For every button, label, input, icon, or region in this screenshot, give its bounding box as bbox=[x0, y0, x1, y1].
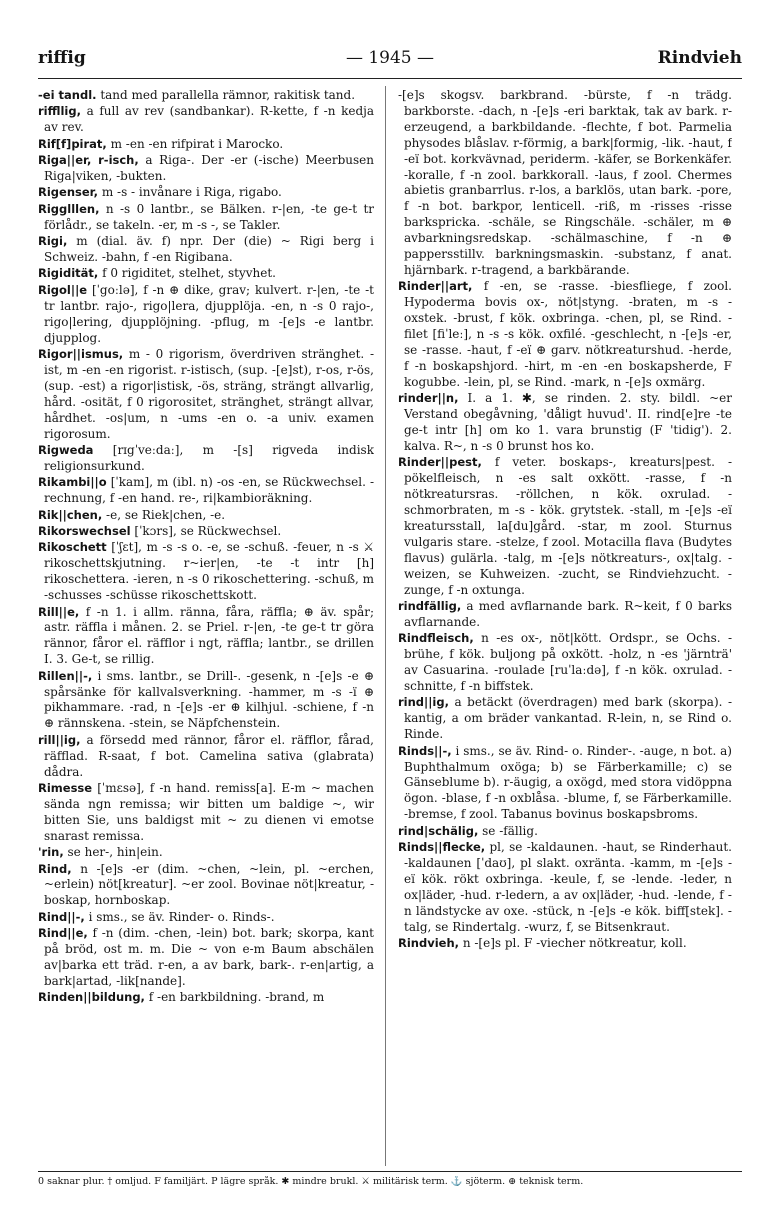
entry-definition: f veter. boskaps-, kreaturs|pest. -pökelfleisch, n -es salt oxkött. -rasse, f -n nötkreatursras. -röllchen, n kök. oxrulad. -schmorbraten, m -s - kök. grytstek. -stall, m -[e]s -eï kreatursstall, la[du]gård. -star, m zool. Sturnus vulgaris stare. -stelze, f zool. Motacilla flava (Budytes flavus) gulärla. -talg, m -[e]s nötkreaturs-, ox|talg. -weizen, se Kuhweizen. -zucht, se Rindviehzucht. -zunge, f -n oxtunga. bbox=[404, 455, 732, 597]
entry-definition: [ˈkɔrs], se Rückwechsel. bbox=[130, 523, 282, 538]
dictionary-entry bbox=[38, 153, 374, 185]
entry-definition: se -fällig. bbox=[478, 823, 538, 838]
entry-headword: Rikambi||o bbox=[38, 475, 107, 490]
entry-headword: rind|schälig, bbox=[398, 823, 479, 838]
dictionary-entry bbox=[38, 137, 374, 153]
entry-headword: Rinds||flecke, bbox=[398, 840, 486, 855]
entry-headword: Rill||e, bbox=[38, 604, 80, 619]
dictionary-entry bbox=[38, 475, 374, 507]
entry-headword: Rillen||-, bbox=[38, 668, 93, 683]
entry-headword: Rigidität, bbox=[38, 266, 99, 281]
dictionary-entry bbox=[38, 508, 374, 524]
entry-definition: i sms., se äv. Rind- o. Rinder-. -auge, n bot. a) Buphthalmum oxöga; b) se Färberkamille; c) se Gänseblume b). r-äugig, a oxögd, med stora vidöppna ögon. -blase, f -n oxblåsa. -blume, f, se Färberkamille. -bremse, f zool. Tabanus bovinus boskapsbroms. bbox=[404, 743, 732, 822]
dictionary-entry bbox=[398, 279, 732, 390]
dictionary-entry bbox=[38, 733, 374, 781]
entry-definition: a med avflarnande bark. R~keit, f 0 barks avflarnande. bbox=[404, 599, 732, 629]
entry-definition: i sms. lantbr., se Drill-. -gesenk, n -[e]s -e ⊕ spårsänke för kallvalsverkning. -hammer, m -s -ï ⊕ pikhammare. -rad, n -[e]s -er ⊕ kilhjul. -schiene, f -n ⊕ rännskena. -stein, se Näpfchenstein. bbox=[44, 668, 374, 731]
dictionary-entry bbox=[398, 936, 732, 952]
entry-headword: Rind||e, bbox=[38, 926, 88, 941]
dictionary-entry bbox=[398, 744, 732, 824]
column-divider bbox=[385, 86, 386, 1166]
dictionary-entry bbox=[38, 669, 374, 733]
dictionary-entry bbox=[38, 524, 374, 540]
header-rule bbox=[38, 78, 742, 79]
entry-definition: f -en, se -rasse. -biesfliege, f zool. Hypoderma bovis ox-, nöt|styng. -braten, m -s - oxstek. -brust, f kök. oxbringa. -chen, pl, se Rind. -filet [fiˈleː], n -s -s kök. oxfilé. -geschlecht, n -[e]s -er, se -rasse. -haut, f -eï ⊕ garv. nötkreaturshud. -herde, f -n boskapshjord. -hirt, m -en -en boskapsherde, F kogubbe. -lein, pl, se Rind. -mark, n -[e]s oxmärg. bbox=[404, 279, 732, 389]
entry-headword: -ei tandl. bbox=[38, 88, 97, 102]
page-number: — 1945 — bbox=[345, 48, 435, 68]
dictionary-entry bbox=[38, 88, 374, 104]
entry-headword: Rikorswechsel bbox=[38, 523, 131, 538]
dictionary-entry bbox=[38, 234, 374, 266]
entry-definition: -e, se Riek|chen, -e. bbox=[102, 507, 226, 522]
entry-definition: a full av rev (sandbankar). R-kette, f -n kedja av rev. bbox=[44, 104, 374, 135]
entry-definition: m (dial. äv. f) npr. Der (die) ~ Rigi berg i Schweiz. -bahn, f -en Rigibana. bbox=[44, 234, 374, 265]
entry-headword: Rindfleisch, bbox=[398, 631, 474, 646]
entry-definition: f -n 1. i allm. ränna, fåra, räffla; ⊕ äv. spår; astr. räffla i månen. 2. se Priel. r-|en, -te ge-t tr göra rännor, fåror el. räfflor i ngt, räffla; lantbr., se drillen I. 3. Ge-t, se rillig. bbox=[44, 604, 374, 667]
entry-headword: Rif[f]pirat, bbox=[38, 136, 107, 151]
dictionary-entry bbox=[38, 283, 374, 347]
entry-definition: n -s 0 lantbr., se Bälken. r-|en, -te ge-t tr förlådr., se takeln. -er, m -s -, se Takler. bbox=[44, 201, 374, 232]
left-column bbox=[38, 88, 374, 1163]
dictionary-entry bbox=[398, 695, 732, 743]
abbreviation-legend: 0 saknar plur. † omljud. F familjärt. P lägre språk. ✱ mindre brukl. ⚔ militärisk term. ⚓ sjöterm. ⊕ teknisk term. bbox=[38, 1176, 584, 1187]
dictionary-entry bbox=[38, 862, 374, 910]
entry-definition: [rɪgˈveːdaː], m -[s] rigveda indisk religionsurkund. bbox=[44, 442, 374, 473]
entry-definition: m - 0 rigorism, överdriven stränghet. -ist, m -en -en rigorist. r-istisch, (sup. -[e]st), r-os, r-ös, (sup. -est) a rigor|istisk, -ös, sträng, strängt allvarlig, hård. -osität, f 0 rigorositet, stränghet, strängt allvar, hårdhet. -os|um, n -ums -en o. -a univ. examen rigorosum. bbox=[44, 347, 374, 441]
entry-headword: Rigweda bbox=[38, 442, 94, 457]
dictionary-entry bbox=[398, 631, 732, 695]
dictionary-entry bbox=[38, 990, 374, 1006]
entry-headword: Rikoschett bbox=[38, 540, 107, 555]
entry-headword: Rigor||ismus, bbox=[38, 347, 124, 361]
dictionary-entry bbox=[398, 391, 732, 455]
entry-definition: [ˈʃɛt], m -s -s o. -e, se -schuß. -feuer, n -s ⚔ rikoschettskjutning. r~ier|en, -te -t intr [h] rikoschettera. -ieren, n -s 0 rikoschettering. -schuß, m -schusses -schüsse rikoschettskott. bbox=[44, 540, 374, 603]
page-header bbox=[38, 48, 742, 74]
entry-definition: f 0 rigiditet, stelhet, styvhet. bbox=[98, 266, 276, 281]
entry-headword: rind||ig, bbox=[398, 695, 449, 710]
dictionary-entry bbox=[38, 185, 374, 201]
dictionary-entry bbox=[38, 443, 374, 475]
dictionary-entry bbox=[38, 202, 374, 234]
entry-headword: rinder||n, bbox=[398, 391, 459, 406]
footer-rule bbox=[38, 1171, 742, 1172]
entry-definition: f -n (dim. -chen, -lein) bot. bark; skorpa, kant på bröd, ost m. m. Die ~ von e-m Baum abschälen av|barka ett träd. r-en, a av bark, bark-. r-en|artig, a bark|artad, -lik[nande]. bbox=[44, 926, 374, 988]
entry-headword: Rigglllen, bbox=[38, 201, 100, 216]
dictionary-entry bbox=[398, 840, 732, 935]
entry-headword: Rindvieh, bbox=[398, 936, 460, 951]
dictionary-entry bbox=[398, 455, 732, 598]
entry-headword: Rinder||art, bbox=[398, 279, 473, 294]
entry-definition: [ˈgoːlə], f -n ⊕ dike, grav; kulvert. r-|en, -te -t tr lantbr. rajo-, rigo|lera, djupplöja. -en, n -s 0 rajo-, rigo|lering, djupplöjning. -pflug, m -[e]s -e lantbr. djupplog. bbox=[44, 282, 374, 345]
right-column bbox=[398, 88, 732, 1163]
entry-definition: a betäckt (överdragen) med bark (skorpa). -kantig, a om bräder vankantad. R-lein, n, se Rind o. Rinde. bbox=[404, 695, 732, 742]
entry-headword: Rind, bbox=[38, 861, 72, 876]
header-first-entry: riffig bbox=[38, 48, 86, 68]
entry-definition: tand med parallella rämnor, rakitisk tand. bbox=[96, 88, 356, 102]
entry-definition: m -en -en rifpirat i Marocko. bbox=[106, 136, 284, 151]
dictionary-entry bbox=[38, 781, 374, 845]
dictionary-entry bbox=[38, 845, 374, 861]
entry-headword: Rind||-, bbox=[38, 909, 85, 924]
entry-definition: I. a 1. ✱, se rinden. 2. sty. bildl. ~er Verstand obegåvning, 'dåligt huvud'. II. rind[e]re -te ge-t intr [h] om ko 1. vara brunstig (F 'tidig'). 2. kalva. R~, n -s 0 brunst hos ko. bbox=[404, 391, 732, 453]
entry-headword: Rinder||pest, bbox=[398, 455, 482, 470]
dictionary-entry bbox=[38, 266, 374, 282]
dictionary-entry bbox=[398, 88, 732, 279]
entry-headword: Rigenser, bbox=[38, 185, 99, 200]
entry-definition: [ˈkam], m (ibl. n) -os -en, se Rückwechsel. -rechnung, f -en hand. re-, ri|kambioräkning. bbox=[44, 475, 374, 506]
entry-definition: -[e]s skogsv. barkbrand. -bürste, f -n trädg. barkborste. -dach, n -[e]s -eri barktak, tak av bark. r-erzeugend, a barkbildande. -flechte, f bot. Parmelia physodes blåslav. r-förmig, a bark|formig, -lik. -haut, f -eï bot. korkvävnad, periderm. -käfer, se Borkenkäfer. -koralle, f -n zool. barkkorall. -laus, f zool. Chermes abietis granbarrlus. r-los, a barklös, utan bark. -pore, f -n bot. barkpor, lenticell. -riß, m -risses -risse barkspricka. -schäle, se Ringschäle. -schäler, m ⊕ avbarkningsredskap. -schälmaschine, f -n ⊕ pappersstillv. barkningsmaskin. -substanz, f anat. hjärnbark. r-tragend, a barkbärande. bbox=[398, 88, 732, 277]
entry-headword: Rigi, bbox=[38, 234, 68, 249]
dictionary-entry bbox=[398, 824, 732, 840]
dictionary-entry bbox=[398, 599, 732, 631]
entry-definition: pl, se -kaldaunen. -haut, se Rinderhaut. -kaldaunen [ˈdaʊ], pl slakt. oxränta. -kamm, m -[e]s -eï kök. rökt oxbringa. -keule, f, se -lende. -leder, n ox|läder, -hud. r-ledern, a av ox|läder, -hud. -lende, f -n ländstycke av oxe. -stück, n -[e]s -e kök. biff[stek]. -talg, se Rindertalg. -wurz, f, se Bitsenkraut. bbox=[404, 840, 732, 934]
dictionary-entry bbox=[38, 605, 374, 669]
dictionary-entry bbox=[38, 540, 374, 604]
entry-definition: n -es ox-, nöt|kött. Ordspr., se Ochs. -brühe, f kök. buljong på oxkött. -holz, n -es 'järnträ' av Casuarina. -roulade [ruˈlaːdə], f -n kök. oxrulad. -schnitte, f -n biffstek. bbox=[404, 631, 732, 694]
entry-definition: a Riga-. Der -er (-ische) Meerbusen Riga|viken, -bukten. bbox=[44, 153, 374, 184]
entry-headword: rill||ig, bbox=[38, 732, 81, 747]
entry-definition: m -s - invånare i Riga, rigabo. bbox=[98, 185, 282, 200]
entry-headword: Rinden||bildung, bbox=[38, 990, 145, 1005]
entry-headword: Rimesse bbox=[38, 780, 93, 795]
entry-definition: n -[e]s pl. F -viecher nötkreatur, koll. bbox=[459, 936, 687, 951]
entry-definition: f -en barkbildning. -brand, m bbox=[144, 990, 325, 1005]
entry-headword: rindfällig, bbox=[398, 599, 462, 613]
entry-headword: Rinds||-, bbox=[398, 743, 452, 758]
entry-definition: a försedd med rännor, fåror el. räfflor, fårad, räfflad. R-saat, f bot. Camelina sativa (glabrata) dådra. bbox=[44, 732, 374, 779]
dictionary-entry bbox=[38, 104, 374, 136]
entry-headword: 'rin, bbox=[38, 845, 64, 860]
entry-definition: n -[e]s -er (dim. ~chen, ~lein, pl. ~erchen, ~erlein) nöt[kreatur]. ~er zool. Bovinae nöt|kreatur, -boskap, hornboskap. bbox=[44, 861, 374, 908]
dictionary-entry bbox=[38, 926, 374, 990]
header-last-entry: Rindvieh bbox=[657, 48, 742, 68]
entry-definition: i sms., se äv. Rinder- o. Rinds-. bbox=[84, 909, 275, 924]
entry-headword: Rik||chen, bbox=[38, 507, 103, 522]
entry-headword: riffllig, bbox=[38, 104, 81, 119]
entry-headword: Riga||er, r-isch, bbox=[38, 153, 139, 168]
dictionary-entry bbox=[38, 347, 374, 442]
dictionary-entry bbox=[38, 910, 374, 926]
entry-headword: Rigol||e bbox=[38, 282, 88, 297]
entry-definition: se her-, hin|ein. bbox=[63, 845, 163, 860]
entry-definition: [ˈmɛsə], f -n hand. remiss[a]. E-m ~ machen sända ngn remissa; wir bitten um baldige ~, wir bitten Sie, uns baldigst mit ~ zu dienen vi emotse snarast remissa. bbox=[44, 780, 374, 843]
